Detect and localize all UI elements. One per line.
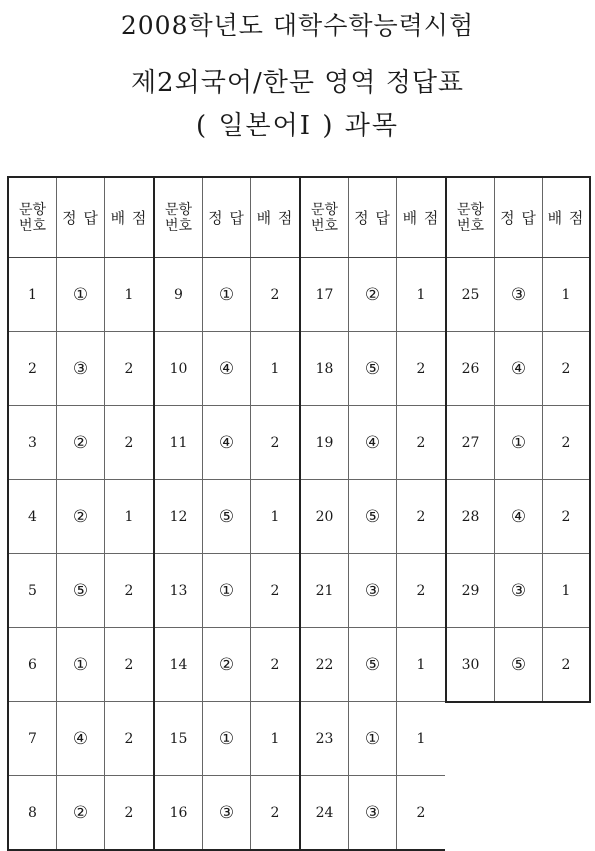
score-value: 2: [124, 656, 134, 673]
score-value: 2: [124, 730, 134, 747]
score-value: 2: [124, 582, 134, 599]
table-row: [155, 628, 299, 702]
subject-title: ( 일본어Ⅰ ) 과목: [196, 111, 399, 141]
answer-value: ②: [57, 776, 105, 849]
score-value: 2: [561, 360, 571, 377]
question-number: 24: [301, 776, 349, 849]
score-value: 2: [561, 434, 571, 451]
question-number: 28: [447, 480, 495, 553]
question-number: 13: [155, 554, 203, 627]
question-number: 16: [155, 776, 203, 849]
score-value: 2: [124, 360, 134, 377]
score-value: 1: [270, 360, 280, 377]
answer-header: 정 답: [349, 178, 397, 257]
answer-block-4: [445, 176, 591, 703]
answer-value: ④: [57, 702, 105, 775]
answer-value: ⑤: [495, 628, 543, 701]
answer-value: ②: [203, 628, 251, 701]
table-row: [9, 776, 153, 849]
question-number: 20: [301, 480, 349, 553]
answer-value: ③: [203, 776, 251, 849]
score-value: 1: [561, 582, 571, 599]
answer-value: ①: [495, 406, 543, 479]
question-number: 18: [301, 332, 349, 405]
score-value: 2: [416, 804, 426, 821]
question-number: 8: [9, 776, 57, 849]
score-value: 2: [270, 582, 280, 599]
question-number-header: 문항 번호: [301, 178, 349, 257]
table-row: [301, 702, 445, 776]
question-number: 19: [301, 406, 349, 479]
answer-value: ②: [57, 406, 105, 479]
score-value: 1: [416, 286, 426, 303]
table-row: [9, 480, 153, 554]
answer-value: ②: [349, 258, 397, 331]
score-value: 1: [124, 508, 134, 525]
answer-value: ①: [349, 702, 397, 775]
answer-header: 정 답: [495, 178, 543, 257]
column-header-row: [447, 178, 589, 258]
table-row: [9, 406, 153, 480]
answer-value: ①: [203, 702, 251, 775]
table-row: [301, 480, 445, 554]
score-value: 2: [124, 434, 134, 451]
question-number: 1: [9, 258, 57, 331]
question-number: 4: [9, 480, 57, 553]
answer-value: ①: [57, 628, 105, 701]
answer-value: ⑤: [349, 628, 397, 701]
section-title: 제2외국어/한문 영역 정답표: [130, 68, 465, 98]
table-row: [301, 332, 445, 406]
score-value: 2: [416, 508, 426, 525]
answer-value: ④: [495, 332, 543, 405]
score-value: 2: [124, 804, 134, 821]
answer-key-table: [7, 176, 591, 851]
question-number: 12: [155, 480, 203, 553]
answer-value: ③: [349, 554, 397, 627]
table-row: [155, 332, 299, 406]
score-value: 2: [416, 434, 426, 451]
score-header: 배 점: [547, 208, 585, 227]
table-row: [155, 406, 299, 480]
score-value: 1: [124, 286, 134, 303]
question-number: 6: [9, 628, 57, 701]
score-value: 1: [561, 286, 571, 303]
table-row: [155, 480, 299, 554]
table-row: [301, 628, 445, 702]
question-number: 11: [155, 406, 203, 479]
score-value: 2: [561, 508, 571, 525]
table-row: [447, 258, 589, 332]
column-header-row: [9, 178, 153, 258]
answer-value: ④: [203, 406, 251, 479]
question-number: 29: [447, 554, 495, 627]
answer-value: ⑤: [349, 332, 397, 405]
table-row: [447, 628, 589, 701]
answer-value: ①: [57, 258, 105, 331]
table-row: [9, 554, 153, 628]
answer-block-2: [153, 176, 299, 851]
answer-value: ③: [349, 776, 397, 849]
answer-block-3: [299, 176, 445, 851]
question-number: 7: [9, 702, 57, 775]
answer-value: ③: [495, 554, 543, 627]
table-row: [155, 554, 299, 628]
question-number: 21: [301, 554, 349, 627]
question-number: 5: [9, 554, 57, 627]
table-row: [447, 554, 589, 628]
answer-value: ①: [203, 258, 251, 331]
table-row: [9, 702, 153, 776]
question-number: 14: [155, 628, 203, 701]
answer-value: ④: [203, 332, 251, 405]
question-number-header: 문항 번호: [9, 178, 57, 257]
score-header: 배 점: [256, 208, 294, 227]
score-header: 배 점: [110, 208, 148, 227]
score-value: 2: [270, 434, 280, 451]
table-row: [447, 480, 589, 554]
table-row: [9, 258, 153, 332]
table-row: [447, 332, 589, 406]
exam-title: 2008학년도 대학수학능력시험: [120, 11, 475, 40]
score-value: 2: [416, 360, 426, 377]
score-value: 1: [270, 730, 280, 747]
score-value: 1: [270, 508, 280, 525]
question-number-header: 문항 번호: [447, 178, 495, 257]
question-number: 15: [155, 702, 203, 775]
score-value: 1: [416, 656, 426, 673]
score-value: 2: [270, 656, 280, 673]
question-number: 30: [447, 628, 495, 701]
answer-value: ⑤: [203, 480, 251, 553]
score-value: 2: [561, 656, 571, 673]
answer-header: 정 답: [57, 178, 105, 257]
answer-value: ⑤: [349, 480, 397, 553]
column-header-row: [155, 178, 299, 258]
question-number: 2: [9, 332, 57, 405]
score-header: 배 점: [402, 208, 440, 227]
table-row: [301, 776, 445, 849]
answer-block-1: [7, 176, 153, 851]
answer-value: ③: [57, 332, 105, 405]
table-row: [9, 332, 153, 406]
table-row: [155, 702, 299, 776]
score-value: 2: [270, 804, 280, 821]
question-number: 25: [447, 258, 495, 331]
answer-value: ④: [495, 480, 543, 553]
question-number: 22: [301, 628, 349, 701]
table-row: [301, 406, 445, 480]
answer-value: ①: [203, 554, 251, 627]
answer-value: ③: [495, 258, 543, 331]
question-number-header: 문항 번호: [155, 178, 203, 257]
column-header-row: [301, 178, 445, 258]
score-value: 2: [416, 582, 426, 599]
table-row: [301, 554, 445, 628]
question-number: 9: [155, 258, 203, 331]
answer-value: ②: [57, 480, 105, 553]
answer-value: ④: [349, 406, 397, 479]
question-number: 23: [301, 702, 349, 775]
question-number: 17: [301, 258, 349, 331]
question-number: 26: [447, 332, 495, 405]
table-row: [301, 258, 445, 332]
answer-header: 정 답: [203, 178, 251, 257]
table-row: [155, 258, 299, 332]
table-row: [9, 628, 153, 702]
table-row: [447, 406, 589, 480]
answer-value: ⑤: [57, 554, 105, 627]
table-row: [155, 776, 299, 849]
question-number: 3: [9, 406, 57, 479]
question-number: 10: [155, 332, 203, 405]
score-value: 2: [270, 286, 280, 303]
question-number: 27: [447, 406, 495, 479]
score-value: 1: [416, 730, 426, 747]
